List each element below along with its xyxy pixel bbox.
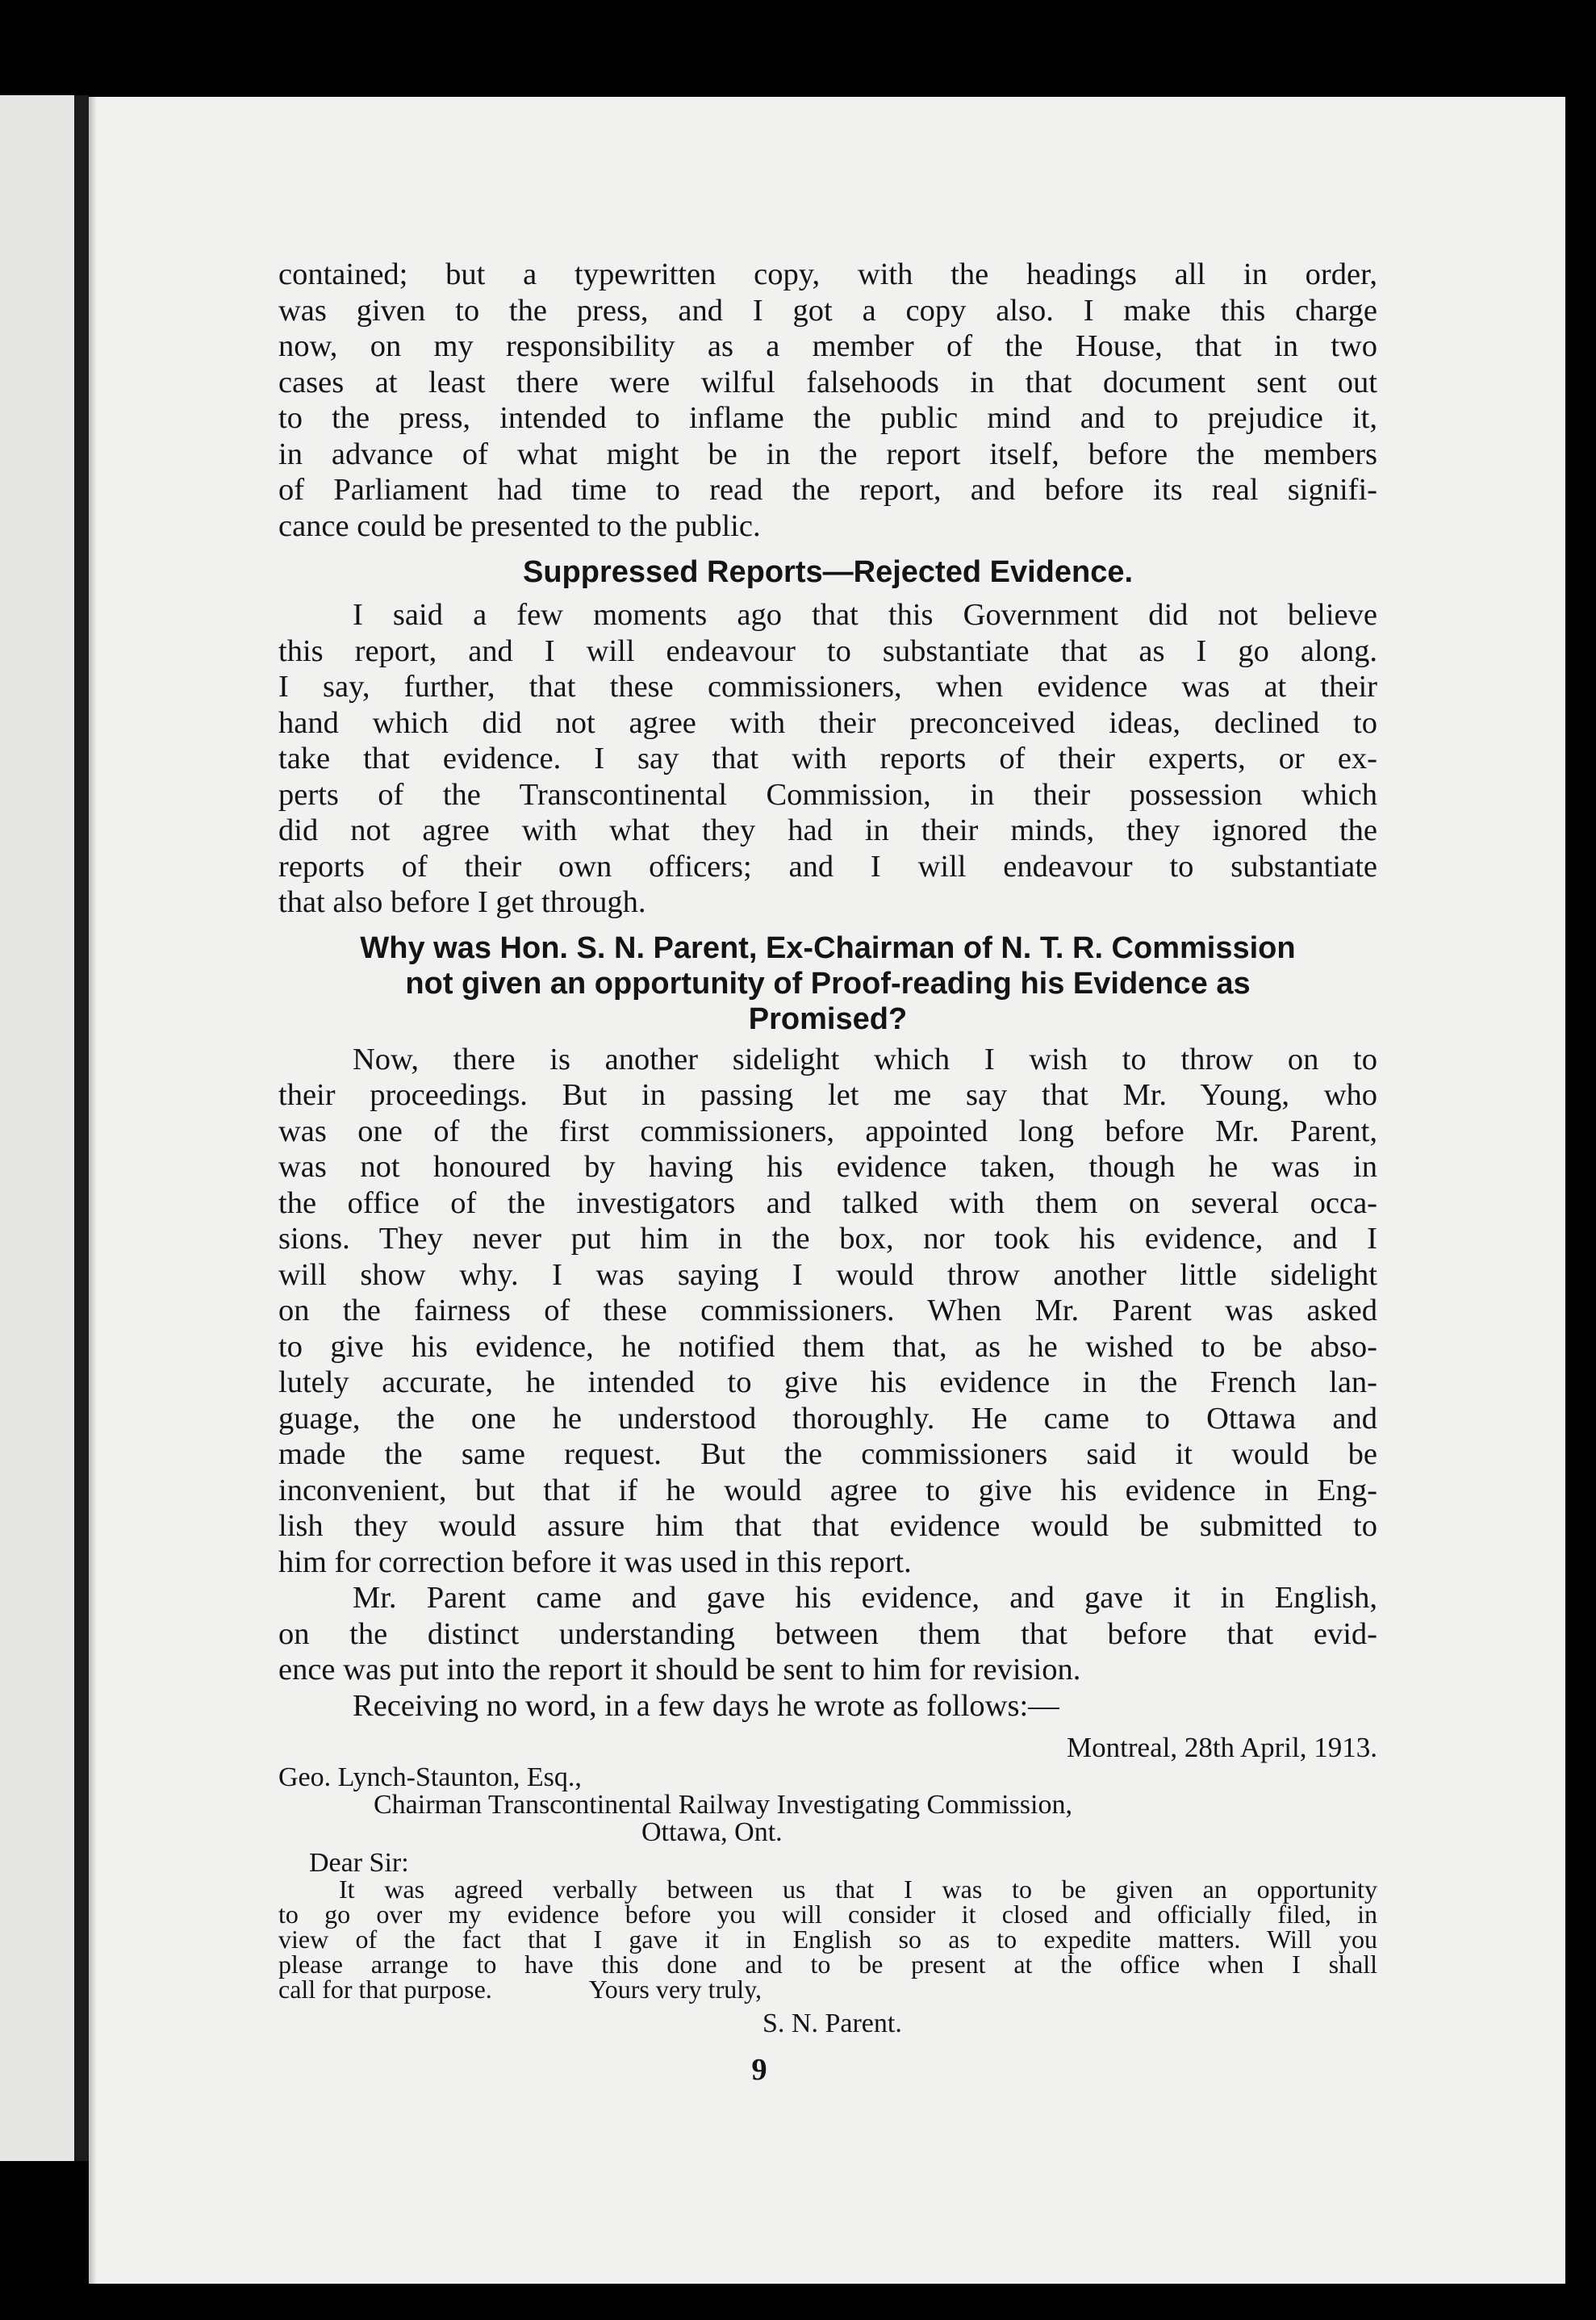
- section-heading-parent-question: [278, 930, 1377, 1037]
- text-line: take that evidence. I say that with reports of their experts, or ex-: [278, 742, 1377, 775]
- text-line: cases at least there were wilful falsehoods in that document sent out: [278, 365, 1377, 399]
- heading-line: Why was Hon. S. N. Parent, Ex-Chairman of N. T. R. Commission: [360, 930, 1296, 965]
- text-line: him for correction before it was used in this report.: [278, 1545, 912, 1579]
- left-page-edge: [0, 95, 74, 2161]
- text-line: perts of the Transcontinental Commission, in their possession which: [278, 777, 1377, 812]
- heading-line: Promised?: [748, 1001, 908, 1036]
- paragraph-5: [278, 1688, 1377, 1724]
- text-line: cance could be presented to the public.: [278, 508, 761, 543]
- text-line: to the press, intended to inflame the public mind and to prejudice it,: [278, 401, 1377, 435]
- text-line: that also before I get through.: [278, 885, 646, 919]
- text-line: I say, further, that these commissioners, when evidence was at their: [278, 670, 1377, 704]
- text-line: will show why. I was saying I would throw another little sidelight: [278, 1257, 1377, 1292]
- text-line: of Parliament had time to read the report, and before its real signifi-: [278, 473, 1377, 507]
- text-line: on the distinct understanding between them that before that evid-: [278, 1616, 1377, 1651]
- paragraph-2: [278, 597, 1377, 921]
- text-line: contained; but a typewritten copy, with the headings all in order,: [278, 257, 1377, 291]
- letter-salutation: Dear Sir:: [309, 1848, 409, 1878]
- section-heading-suppressed-reports: Suppressed Reports—Rejected Evidence.: [522, 555, 1134, 589]
- paragraph-4: [278, 1580, 1377, 1688]
- text-line: reports of their own officers; and I will endeavour to substantiate: [278, 849, 1377, 884]
- text-line: on the fairness of these commissioners. When Mr. Parent was asked: [278, 1294, 1377, 1327]
- letter-date: Montreal, 28th April, 1913.: [1067, 1732, 1377, 1763]
- heading-line: not given an opportunity of Proof-reading his Evidence as: [405, 966, 1251, 1001]
- text-line: was one of the first commissioners, appointed long before Mr. Parent,: [278, 1114, 1377, 1148]
- letter-addressee: [278, 1764, 1377, 1846]
- text-line: inconvenient, but that if he would agree to give his evidence in Eng-: [278, 1473, 1377, 1507]
- addressee-title: Chairman Transcontinental Railway Investigating Commission,: [374, 1790, 1072, 1820]
- paragraph-3: [278, 1042, 1377, 1581]
- letter-line: please arrange to have this done and to be present at the office when I shall: [278, 1950, 1377, 1979]
- text-line: this report, and I will endeavour to substantiate that as I go along.: [278, 633, 1377, 668]
- letter-line-text: call for that purpose.: [278, 1975, 492, 2004]
- text-line: guage, the one he understood thoroughly. He came to Ottawa and: [278, 1401, 1377, 1436]
- letter: [278, 1764, 1377, 2038]
- text-line: Mr. Parent came and gave his evidence, and gave it in English,: [353, 1581, 1377, 1615]
- letter-line-last: [278, 1977, 1377, 2002]
- letter-line: to go over my evidence before you will consider it closed and officially filed, in: [278, 1900, 1377, 1929]
- text-line: did not agree with what they had in their minds, they ignored the: [278, 813, 1377, 847]
- text-line: their proceedings. But in passing let me say that Mr. Young, who: [278, 1078, 1377, 1112]
- text-line: sions. They never put him in the box, nor took his evidence, and I: [278, 1222, 1377, 1256]
- addressee-name: Geo. Lynch-Staunton, Esq.,: [278, 1762, 582, 1792]
- page-content: [278, 257, 1377, 2088]
- page-number: 9: [751, 2053, 767, 2087]
- letter-closing: Yours very truly,: [588, 1975, 762, 2004]
- addressee-location: Ottawa, Ont.: [641, 1817, 783, 1847]
- text-line: lish they would assure him that that evidence would be submitted to: [278, 1509, 1377, 1543]
- letter-signature: S. N. Parent.: [762, 2009, 902, 2038]
- text-line: hand which did not agree with their preconceived ideas, declined to: [278, 705, 1377, 740]
- paragraph-1: [278, 257, 1377, 544]
- text-line: Receiving no word, in a few days he wrote as follows:—: [353, 1688, 1059, 1723]
- text-line: the office of the investigators and talked with them on several occa-: [278, 1185, 1377, 1220]
- text-line: I said a few moments ago that this Government did not believe: [353, 598, 1377, 632]
- text-line: was given to the press, and I got a copy also. I make this charge: [278, 293, 1377, 328]
- text-line: Now, there is another sidelight which I wish to throw on to: [353, 1042, 1377, 1076]
- text-line: lutely accurate, he intended to give his evidence in the French lan-: [278, 1365, 1377, 1399]
- text-line: now, on my responsibility as a member of the House, that in two: [278, 329, 1377, 363]
- page-gutter: [74, 95, 89, 2161]
- page-shadow: [89, 97, 97, 2284]
- text-line: made the same request. But the commissioners said it would be: [278, 1437, 1377, 1471]
- text-line: was not honoured by having his evidence taken, though he was in: [278, 1150, 1377, 1184]
- text-line: to give his evidence, he notified them that, as he wished to be abso-: [278, 1329, 1377, 1364]
- letter-body: [278, 1877, 1377, 2002]
- letter-line: view of the fact that I gave it in English so as to expedite matters. Will you: [278, 1925, 1377, 1954]
- text-line: in advance of what might be in the report itself, before the members: [278, 437, 1377, 471]
- letter-line: It was agreed verbally between us that I was to be given an opportunity: [339, 1875, 1377, 1904]
- text-line: ence was put into the report it should be sent to him for revision.: [278, 1653, 1081, 1687]
